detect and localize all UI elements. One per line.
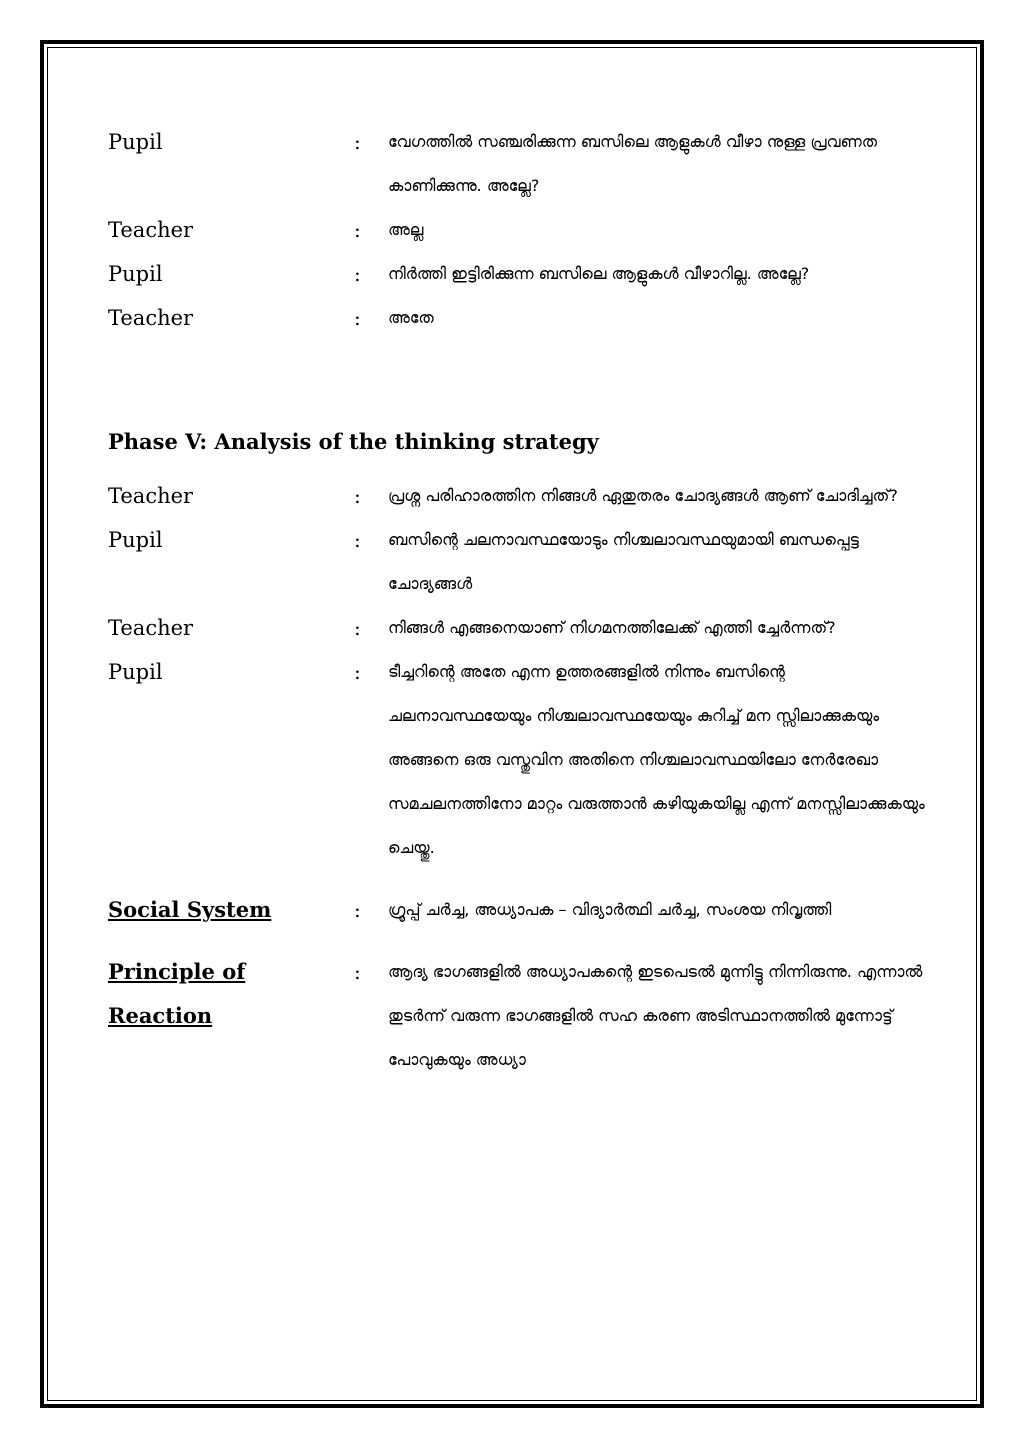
social-system-label: Social System [108,897,272,922]
dialogue-text: അല്ല [388,220,424,239]
dialogue-text: അതേ [388,308,434,327]
speaker-label: Pupil [108,660,163,684]
colon: : [354,262,361,286]
dialogue-row [108,650,928,870]
dialogue-text: നിങ്ങൾ എങ്ങനെയാണ് നിഗമനത്തിലേക്ക് എത്തി ച്ചേർന്നത്? [388,618,836,637]
dialogue-text: ബസിന്റെ ചലനാവസ്ഥയോടും നിശ്ചലാവസ്ഥയുമായി ബന്ധപ്പെട്ട ചോദ്യങ്ങൾ [388,530,859,593]
speaker-label: Teacher [108,306,194,330]
dialogue-row [108,474,928,518]
dialogue-text: വേഗത്തിൽ സഞ്ചരിക്കുന്ന ബസിലെ ആളുകൾ വീഴാ നുള്ള പ്രവണത കാണിക്കുന്നു. അല്ലേ? [388,132,877,195]
colon: : [354,898,361,922]
dialogue-row [108,296,928,340]
phase-heading: Phase V: Analysis of the thinking strategy [108,429,599,454]
colon: : [354,484,361,508]
dialogue-text: നിർത്തി ഇട്ടിരിക്കുന്ന ബസിലെ ആളുകൾ വീഴാറില്ല. അല്ലേ? [388,264,810,283]
social-system-text: ഗ്രൂപ്പ് ചർച്ച, അധ്യാപക – വിദ്യാർത്ഥി ചർച്ച, സംശയ നിവൃത്തി [388,900,832,919]
dialogue-row [108,518,928,606]
document-body [108,120,928,1082]
colon: : [354,660,361,684]
speaker-label: Teacher [108,218,194,242]
colon: : [354,130,361,154]
dialogue-text: ടീച്ചറിന്റെ അതേ എന്ന ഉത്തരങ്ങളിൽ നിന്നും ബസിന്റെ ചലനാവസ്ഥയേയും നിശ്ചലാവസ്ഥയേയും കുറിച്ച് മന സ്സിലാക്കുകയും അങ്ങനെ ഒരു വസ്തുവിന അതിനെ നിശ്ചലാവസ്ഥയിലോ നേർരേഖാ സമചലനത്തിനോ മാറ്റം വരുത്താൻ കഴിയുകയില്ല എന്ന് മനസ്സിലാക്കുകയും ചെയ്തു. [388,662,925,857]
dialogue-text: പ്രശ്ന പരിഹാരത്തിന നിങ്ങൾ ഏതുതരം ചോദ്യങ്ങൾ ആണ് ചോദിച്ചത്? [388,486,898,505]
dialogue-row [108,120,928,208]
principle-of-reaction-row [108,950,928,1082]
speaker-label: Teacher [108,484,194,508]
colon: : [354,218,361,242]
dialogue-row [108,252,928,296]
colon: : [354,306,361,330]
colon: : [354,616,361,640]
speaker-label: Pupil [108,528,163,552]
principle-of-reaction-label: Principle of Reaction [108,959,246,1028]
colon: : [354,528,361,552]
principle-of-reaction-text: ആദ്യ ഭാഗങ്ങളിൽ അധ്യാപകന്റെ ഇടപെടൽ മുന്നിട്ടു നിന്നിരുന്നു. എന്നാൽ തുടർന്ന് വരുന്ന ഭാഗങ്ങളിൽ സഹ കരണ അടിസ്ഥാനത്തിൽ മുന്നോട്ട് പോവുകയും അധ്യാ [388,962,923,1069]
dialogue-row [108,208,928,252]
speaker-label: Teacher [108,616,194,640]
speaker-label: Pupil [108,262,163,286]
dialogue-row [108,606,928,650]
colon: : [354,960,361,984]
speaker-label: Pupil [108,130,163,154]
social-system-row [108,888,928,932]
